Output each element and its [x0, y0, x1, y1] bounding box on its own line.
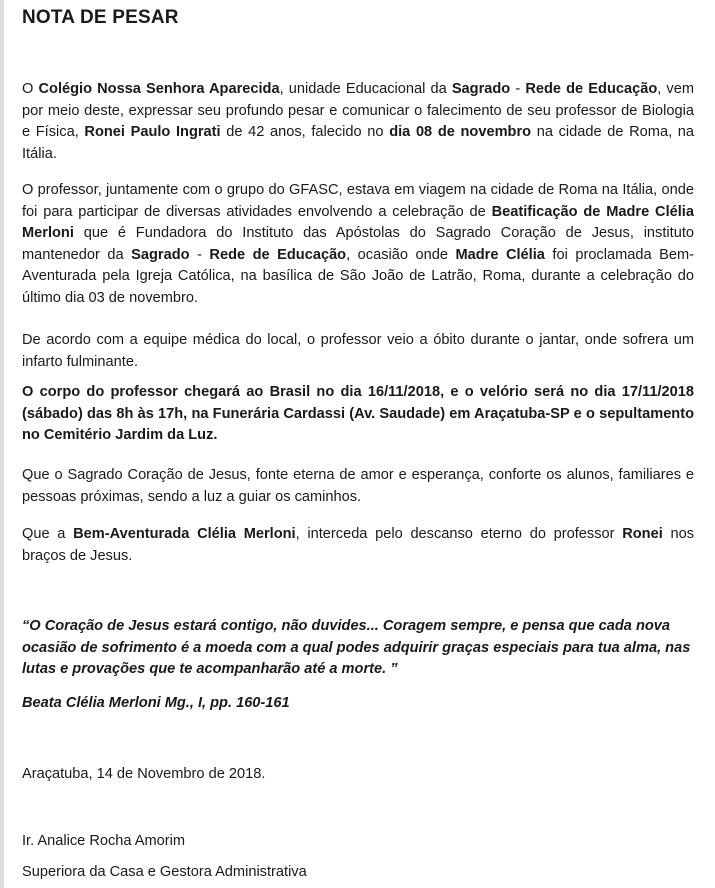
paragraph-cause: De acordo com a equipe médica do local, o professor veio a óbito durante o jantar, onde sofrera um infarto fulminante. — [22, 332, 694, 370]
network-name: Sagrado — [451, 81, 511, 97]
text-span: , interceda pelo descanso eterno do professor — [295, 526, 623, 542]
blessed-name: Bem-Aventurada Clélia Merloni — [73, 526, 296, 542]
text-span: O — [22, 81, 39, 97]
text-span: Que a — [22, 526, 74, 542]
text-span: de 42 anos, falecido no — [220, 124, 390, 140]
paragraph-announcement — [22, 79, 694, 165]
text-span: na cidade de Roma, na Itália. — [22, 124, 695, 162]
text-span: nos braços de Jesus. — [22, 526, 694, 564]
left-border — [0, 0, 4, 888]
beatification-name: Beatificação de Madre Clélia Merloni — [22, 203, 694, 241]
professor-name: Ronei Paulo Ingrati — [84, 124, 221, 140]
signer-name: Ir. Analice Rocha Amorim — [22, 833, 186, 849]
professor-first-name: Ronei — [622, 526, 663, 542]
text-span: , unidade Educacional da — [279, 81, 452, 97]
text-span: foi proclamada Bem-Aventurada pela Igreja Católica, na basílica de São João de Latrão, Roma, durante a celebração do último dia 03 de novembro. — [22, 246, 694, 306]
text-span: , vem por meio deste, expressar seu profundo pesar e comunicar o falecimento de seu professor de Biologia e Física, — [22, 81, 694, 140]
text-span: , ocasião onde — [346, 246, 456, 263]
paragraph-prayer: Que o Sagrado Coração de Jesus, fonte eterna de amor e esperança, conforte os alunos, familiares e pessoas próximas, sendo a luz a guiar os caminhos. — [22, 467, 694, 505]
madre-name: Madre Clélia — [455, 246, 545, 263]
quote-source: Beata Clélia Merloni Mg., I, pp. 160-161 — [22, 695, 290, 711]
paragraph-intercession — [22, 524, 694, 567]
date-line: Araçatuba, 14 de Novembro de 2018. — [22, 766, 266, 782]
text-span: - — [510, 81, 526, 97]
signer-role: Superiora da Casa e Gestora Administrativa — [22, 864, 307, 880]
text-span: - — [189, 246, 210, 263]
paragraph-trip — [22, 180, 694, 309]
text-span: que é Fundadora do Instituto das Apóstolas do Sagrado Coração de Jesus, instituto mantenedor da — [22, 225, 694, 263]
quote-text: “O Coração de Jesus estará contigo, não duvides... Coragem sempre, e pensa que cada nova ocasião de sofrimento é a moeda com a qual podes adquirir graças especiais para tua alma, nas lutas e provações que te acompanharão até a morte. ” — [22, 618, 691, 677]
network-name-rest: Rede de Educação — [525, 81, 658, 97]
school-name: Colégio Nossa Senhora Aparecida — [38, 81, 280, 97]
network-name: Sagrado — [131, 246, 190, 263]
text-span: O professor, juntamente com o grupo do GFASC, estava em viagem na cidade de Roma na Itália, onde foi para participar de diversas atividades envolvendo a celebração de — [22, 182, 694, 220]
network-name-rest: Rede de Educação — [209, 246, 347, 263]
document-title: NOTA DE PESAR — [22, 7, 179, 28]
paragraph-funeral-info: O corpo do professor chegará ao Brasil no dia 16/11/2018, e o velório será no dia 17/11/2018 (sábado) das 8h às 17h, na Funerária Cardassi (Av. Saudade) em Araçatuba-SP e o sepultamento no Cemitério Jardim da Luz. — [22, 384, 694, 443]
death-date: dia 08 de novembro — [389, 124, 532, 140]
